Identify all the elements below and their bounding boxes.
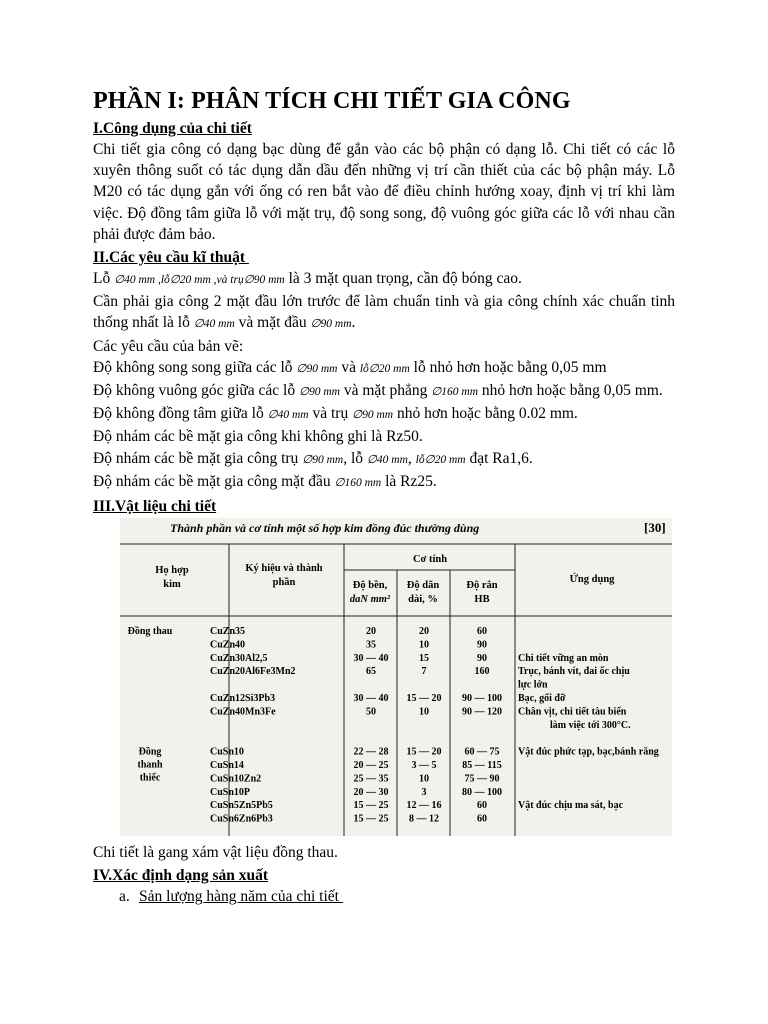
req-line-9: Độ nhám các bề mặt gia công mặt đầu ∅160 mm là Rz25. bbox=[93, 472, 437, 490]
table-cell-strength: 65 bbox=[366, 666, 376, 678]
table-cell-hardness: 80 — 100 bbox=[462, 786, 502, 798]
header-elong-2: dài, % bbox=[408, 594, 438, 606]
table-cell-usage: Bạc, gối đỡ bbox=[518, 693, 566, 705]
header-hard-1: Độ rắn bbox=[466, 580, 498, 592]
table-cell-elongation: 15 — 20 bbox=[406, 693, 442, 705]
table-cell-strength: 20 bbox=[366, 626, 376, 638]
table-cell-group: thanh bbox=[137, 759, 163, 771]
header-strength-1: Độ bền, bbox=[352, 580, 388, 592]
table-cell-elongation: 12 — 16 bbox=[406, 800, 442, 812]
table-cell-elongation: 20 bbox=[419, 626, 429, 638]
header-mech: Cơ tính bbox=[412, 554, 448, 566]
table-cell-elongation: 10 bbox=[419, 706, 429, 718]
req-line-4: Độ không song song giữa các lỗ ∅90 mm và lỗ∅20 mm lỗ nhỏ hơn hoặc bằng 0,05 mm bbox=[93, 358, 607, 376]
table-cell-elongation: 3 — 5 bbox=[411, 760, 437, 772]
table-cell-hardness: 60 bbox=[477, 813, 487, 825]
table-cell-group: thiếc bbox=[139, 772, 161, 784]
subsection-label: a. bbox=[119, 888, 130, 906]
header-group-1: Họ hợp bbox=[155, 565, 189, 577]
header-symbol-2: phần bbox=[272, 577, 296, 589]
table-cell-symbol: CuZn20Al6Fe3Mn2 bbox=[210, 666, 296, 678]
section-2-heading: II.Các yêu cầu kĩ thuật bbox=[93, 249, 249, 267]
table-reference: [30] bbox=[644, 520, 666, 536]
document-page bbox=[93, 86, 675, 907]
table-cell-symbol: CuSn5Zn5Pb5 bbox=[210, 800, 273, 812]
table-cell-hardness: 90 — 100 bbox=[462, 693, 502, 705]
material-note: Chi tiết là gang xám vật liệu đồng thau. bbox=[93, 844, 338, 862]
table-cell-elongation: 3 bbox=[421, 786, 427, 798]
table-cell-hardness: 75 — 90 bbox=[464, 773, 500, 785]
table-cell-hardness: 90 bbox=[477, 639, 487, 651]
table-cell-hardness: 60 bbox=[477, 800, 487, 812]
table-cell-elongation: 15 bbox=[419, 652, 429, 664]
table-cell-usage: Vật đúc phức tạp, bạc,bánh răng bbox=[518, 746, 659, 758]
table-cell-elongation: 7 bbox=[421, 666, 427, 678]
table-cell-group: Đồng bbox=[138, 746, 162, 758]
req-line-5: Độ không vuông góc giữa các lỗ ∅90 mm và mặt phẳng ∅160 mm nhỏ hơn hoặc bằng 0,05 mm. bbox=[93, 382, 663, 400]
table-cell-usage: lực lớn bbox=[518, 679, 548, 691]
header-hard-2: HB bbox=[474, 594, 490, 606]
table-cell-symbol: CuSn6Zn6Pb3 bbox=[210, 813, 273, 825]
table-cell-group: Đồng thau bbox=[127, 626, 173, 638]
table-cell-strength: 15 — 25 bbox=[353, 800, 389, 812]
table-cell-usage: Chi tiết vững an mòn bbox=[518, 652, 609, 664]
header-group-2: kim bbox=[163, 579, 181, 591]
table-cell-symbol: CuZn30Al2,5 bbox=[210, 652, 268, 664]
table-cell-symbol: CuSn10Zn2 bbox=[210, 773, 262, 785]
header-symbol-1: Ký hiệu và thành bbox=[245, 563, 323, 575]
header-usage: Ứng dụng bbox=[569, 574, 615, 586]
table-cell-symbol: CuZn12Si3Pb3 bbox=[210, 693, 276, 705]
req-line-6: Độ không đồng tâm giữa lỗ ∅40 mm và trụ ∅90 mm nhỏ hơn hoặc bằng 0.02 mm. bbox=[93, 405, 578, 423]
table-cell-strength: 50 bbox=[366, 706, 376, 718]
table-cell-strength: 30 — 40 bbox=[353, 652, 389, 664]
table-cell-usage: Chân vịt, chi tiết tàu biển bbox=[518, 706, 627, 718]
dimension-formula: ∅40 mm ,lỗ∅20 mm ,và trụ∅90 mm bbox=[114, 274, 285, 287]
table-cell-hardness: 160 bbox=[474, 666, 490, 678]
table-cell-symbol: CuZn35 bbox=[210, 626, 246, 638]
table-cell-strength: 25 — 35 bbox=[353, 773, 389, 785]
section-4-heading: IV.Xác định dạng sản xuất bbox=[93, 867, 269, 885]
table-cell-hardness: 60 bbox=[477, 626, 487, 638]
req-line-7: Độ nhám các bề mặt gia công khi không ghi là Rz50. bbox=[93, 428, 423, 446]
copper-alloy-table-image bbox=[120, 518, 672, 836]
table-cell-strength: 20 — 25 bbox=[353, 760, 389, 772]
table-cell-usage: Trục, bánh vít, đai ốc chịu bbox=[518, 666, 630, 678]
table-cell-symbol: CuZn40 bbox=[210, 639, 246, 651]
table-cell-usage: làm việc tới 300°C. bbox=[550, 719, 631, 731]
table-cell-strength: 30 — 40 bbox=[353, 693, 389, 705]
table-cell-symbol: CuSn14 bbox=[210, 760, 244, 772]
req-line-2: Cần phải gia công 2 mặt đầu lớn trước để làm chuẩn tinh và gia công chính xác chuẩn tinh thống nhất là lỗ ∅40 mm và mặt đầu ∅90 mm. bbox=[93, 293, 675, 332]
req-line-8: Độ nhám các bề mặt gia công trụ ∅90 mm, lỗ ∅40 mm, lỗ∅20 mm đạt Ra1,6. bbox=[93, 449, 533, 467]
subsection-title: Sản lượng hàng năm của chi tiết bbox=[139, 888, 343, 906]
table-cell-hardness: 90 bbox=[477, 652, 487, 664]
section-3-heading: III.Vật liệu chi tiết bbox=[93, 498, 217, 516]
table-cell-strength: 22 — 28 bbox=[353, 746, 389, 758]
table-cell-symbol: CuSn10 bbox=[210, 746, 244, 758]
table-cell-hardness: 90 — 120 bbox=[462, 706, 502, 718]
document-title: PHẦN I: PHÂN TÍCH CHI TIẾT GIA CÔNG bbox=[93, 88, 571, 114]
header-elong-1: Độ dãn bbox=[406, 580, 440, 592]
table-cell-elongation: 10 bbox=[419, 773, 429, 785]
table-cell-elongation: 10 bbox=[419, 639, 429, 651]
header-strength-2: daN mm² bbox=[349, 594, 391, 606]
table-cell-symbol: CuSn10P bbox=[210, 786, 251, 798]
table-cell-strength: 20 — 30 bbox=[353, 786, 389, 798]
req-line-1: Lỗ ∅40 mm ,lỗ∅20 mm ,và trụ∅90 mm là 3 mặt quan trọng, cần độ bóng cao. bbox=[93, 270, 522, 288]
table-cell-strength: 35 bbox=[366, 639, 376, 651]
section-1-heading: I.Công dụng của chi tiết bbox=[93, 120, 252, 137]
table-caption: Thành phần và cơ tính một số hợp kim đồng đúc thường dùng bbox=[170, 521, 480, 536]
subsection-a bbox=[119, 886, 675, 907]
table-cell-strength: 15 — 25 bbox=[353, 813, 389, 825]
table-cell-hardness: 85 — 115 bbox=[462, 760, 502, 772]
table-cell-symbol: CuZn40Mn3Fe bbox=[210, 706, 276, 718]
table-cell-hardness: 60 — 75 bbox=[464, 746, 500, 758]
table-cell-usage: Vật đúc chịu ma sát, bạc bbox=[518, 800, 624, 812]
req-line-3: Các yêu cầu của bản vẽ: bbox=[93, 337, 244, 355]
table-cell-elongation: 15 — 20 bbox=[406, 746, 442, 758]
section-1-paragraph: Chi tiết gia công có dạng bạc dùng để gắn vào các bộ phận có dạng lỗ. Chi tiết có các lỗ xuyên thông suốt có tác dụng dẫn dầu đến những vị trí cần thiết của các bộ phận máy. Lỗ M20 có tác dụng gắn với ống có ren bắt vào để điều chỉnh hướng xoay, định vị trí khi làm việc. Độ đồng tâm giữa lỗ với mặt trụ, độ song song, độ vuông góc giữa các lỗ với nhau cần phải được đảm bảo. bbox=[93, 141, 675, 243]
table-cell-elongation: 8 — 12 bbox=[409, 813, 439, 825]
